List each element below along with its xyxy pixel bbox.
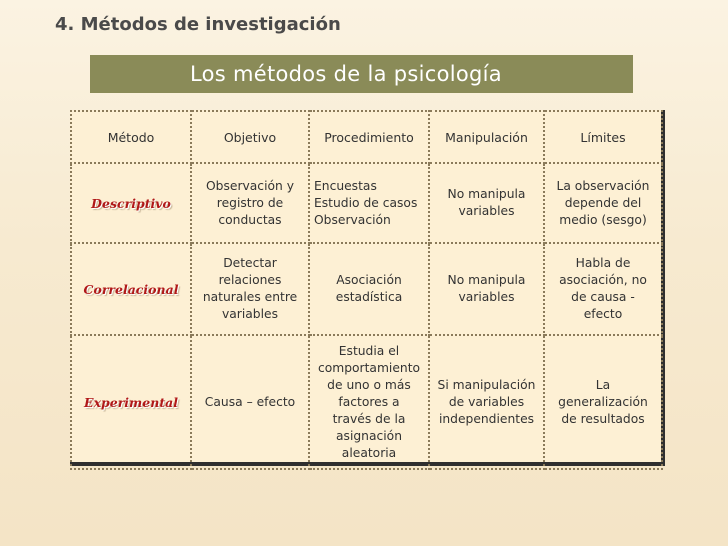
banner-title: Los métodos de la psicología — [190, 62, 502, 86]
header-limites: Límites — [544, 111, 662, 163]
table-header-row — [71, 111, 662, 163]
objetivo-cell: Observación y registro de conductas — [191, 163, 309, 243]
objetivo-cell: Causa – efecto — [191, 335, 309, 469]
method-cell: Experimental — [71, 335, 191, 469]
limites-cell: La generalización de resultados — [544, 335, 662, 469]
header-manipulacion: Manipulación — [429, 111, 544, 163]
procedimiento-cell: Asociación estadística — [309, 243, 429, 335]
table-row-correlacional — [71, 243, 662, 335]
limites-cell: La observación depende del medio (sesgo) — [544, 163, 662, 243]
header-objetivo: Objetivo — [191, 111, 309, 163]
table-row-experimental — [71, 335, 662, 469]
procedimiento-cell: Encuestas Estudio de casos Observación — [309, 163, 429, 243]
methods-table-container — [70, 110, 665, 466]
method-cell: Descriptivo — [71, 163, 191, 243]
procedimiento-cell: Estudia el comportamiento de uno o más factores a través de la asignación aleatoria — [309, 335, 429, 469]
header-procedimiento: Procedimiento — [309, 111, 429, 163]
manipulacion-cell: Si manipulación de variables independientes — [429, 335, 544, 469]
method-cell: Correlacional — [71, 243, 191, 335]
header-metodo: Método — [71, 111, 191, 163]
slide-title: 4. Métodos de investigación — [55, 14, 341, 35]
table-row-descriptivo — [71, 163, 662, 243]
limites-cell: Habla de asociación, no de causa - efecto — [544, 243, 662, 335]
manipulacion-cell: No manipula variables — [429, 243, 544, 335]
objetivo-cell: Detectar relaciones naturales entre variables — [191, 243, 309, 335]
manipulacion-cell: No manipula variables — [429, 163, 544, 243]
methods-table — [70, 110, 663, 470]
